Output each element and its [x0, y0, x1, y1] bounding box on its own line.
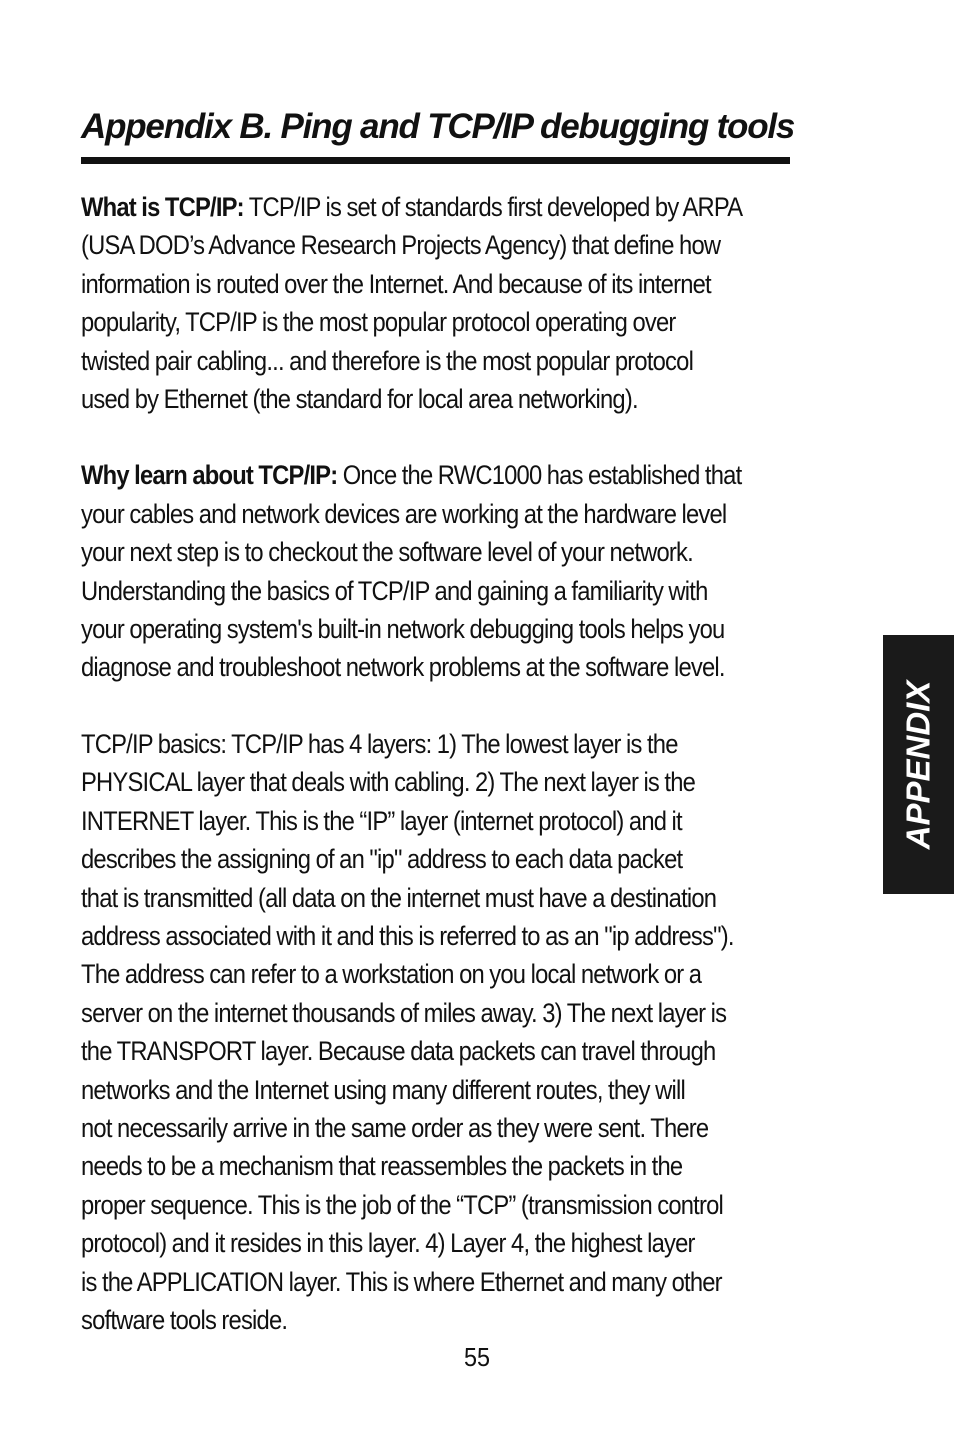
page-body [81, 188, 877, 1339]
paragraph-line: TCP/IP basics: TCP/IP has 4 layers: 1) The lowest layer is the [81, 728, 678, 759]
paragraph-line: used by Ethernet (the standard for local area networking). [81, 384, 638, 415]
paragraph-line: address associated with it and this is referred to as an "ip address"). [81, 920, 734, 951]
paragraph-lead: Why learn about TCP/IP: [81, 460, 338, 491]
paragraph-what-is-tcpip [81, 188, 877, 418]
paragraph-lead: What is TCP/IP: [81, 192, 244, 222]
paragraph-line: software tools reside. [81, 1304, 288, 1335]
page-title: Appendix B. Ping and TCP/IP debugging tools [81, 107, 795, 146]
paragraph-line: protocol) and it resides in this layer. 4) Layer 4, the highest layer [81, 1228, 695, 1259]
paragraph-line: The address can refer to a workstation on you local network or a [81, 959, 702, 990]
paragraph-line: describes the assigning of an "ip" address to each data packet [81, 844, 683, 875]
paragraph-line: the TRANSPORT layer. Because data packets can travel through [81, 1036, 716, 1067]
paragraph-line: twisted pair cabling... and therefore is the most popular protocol [81, 345, 694, 376]
paragraph-gap [81, 687, 877, 725]
side-tab-label: APPENDIX [899, 680, 937, 849]
paragraph-line: diagnose and troubleshoot network problems at the software level. [81, 652, 725, 683]
paragraph-line: proper sequence. This is the job of the “TCP” (transmission control [81, 1189, 724, 1220]
title-rule [81, 157, 790, 164]
paragraph-line: needs to be a mechanism that reassembles the packets in the [81, 1151, 683, 1182]
paragraph-line: INTERNET layer. This is the “IP” layer (internet protocol) and it [81, 805, 682, 836]
paragraph-line: your next step is to checkout the software level of your network. [81, 537, 693, 568]
paragraph-line: PHYSICAL layer that deals with cabling. 2) The next layer is the [81, 767, 696, 798]
paragraph-line: popularity, TCP/IP is the most popular protocol operating over [81, 307, 676, 338]
paragraph-line: networks and the Internet using many different routes, they will [81, 1074, 685, 1105]
paragraph-line: (USA DOD’s Advance Research Projects Agency) that define how [81, 230, 721, 261]
page-number: 55 [463, 1342, 491, 1372]
paragraph-line: your cables and network devices are working at the hardware level [81, 498, 727, 529]
paragraph-line: is the APPLICATION layer. This is where Ethernet and many other [81, 1266, 722, 1297]
appendix-side-tab [883, 635, 954, 894]
paragraph-line: Understanding the basics of TCP/IP and gaining a familiarity with [81, 575, 708, 606]
paragraph-why-learn [81, 456, 877, 686]
paragraph-line: Why learn about TCP/IP: Once the RWC1000 has established that [81, 460, 742, 491]
paragraph-line: your operating system's built-in network debugging tools helps you [81, 614, 725, 645]
paragraph-line: information is routed over the Internet. And because of its internet [81, 268, 711, 299]
paragraph-gap [81, 418, 877, 456]
paragraph-line: not necessarily arrive in the same order as they were sent. There [81, 1112, 709, 1143]
paragraph-line: What is TCP/IP: TCP/IP is set of standards first developed by ARPA [81, 192, 743, 222]
paragraph-line: server on the internet thousands of miles away. 3) The next layer is [81, 997, 727, 1028]
paragraph-line: that is transmitted (all data on the internet must have a destination [81, 882, 717, 913]
paragraph-tcpip-basics [81, 725, 877, 1340]
